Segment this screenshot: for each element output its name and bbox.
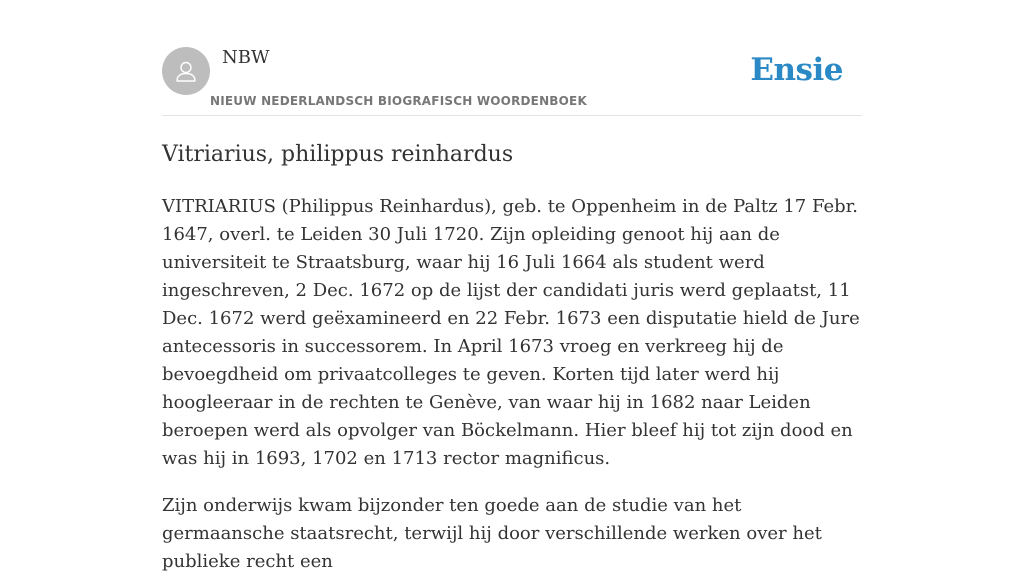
user-outline-icon: [172, 57, 200, 85]
ensie-logo[interactable]: Ensie: [750, 52, 843, 88]
avatar[interactable]: [162, 47, 210, 95]
article-page: [162, 0, 862, 576]
article-paragraph: VITRIARIUS (Philippus Reinhardus), geb. te Oppenheim in de Paltz 17 Febr. 1647, overl. te Leiden 30 Juli 1720. Zijn opleiding genoot hij aan de universiteit te Straatsburg, waar hij 16 Juli 1664 als student werd ingeschreven, 2 Dec. 1672 op de lijst der candidati juris werd geplaatst, 11 Dec. 1672 werd geëxamineerd en 22 Febr. 1673 een disputatie hield de Jure antecessoris in successorem. In April 1673 vroeg en verkreeg hij de bevoegdheid om privaatcolleges te geven. Korten tijd later werd hij hoogleeraar in de rechten te Genève, van waar hij in 1682 naar Leiden beroepen werd als opvolger van Böckelmann. Hier bleef hij tot zijn dood en was hij in 1693, 1702 en 1713 rector magnificus.: [162, 196, 860, 469]
article-body: [162, 193, 862, 576]
article-title: Vitriarius, philippus reinhardus: [162, 142, 514, 167]
source-header: [162, 0, 862, 116]
source-name[interactable]: NBW: [222, 47, 270, 68]
article-paragraph: Zijn onderwijs kwam bijzonder ten goede aan de studie van het germaansche staatsrecht, terwijl hij door verschillende werken over het publieke recht een: [162, 495, 822, 572]
source-subtitle: NIEUW NEDERLANDSCH BIOGRAFISCH WOORDENBOEK: [210, 94, 587, 108]
